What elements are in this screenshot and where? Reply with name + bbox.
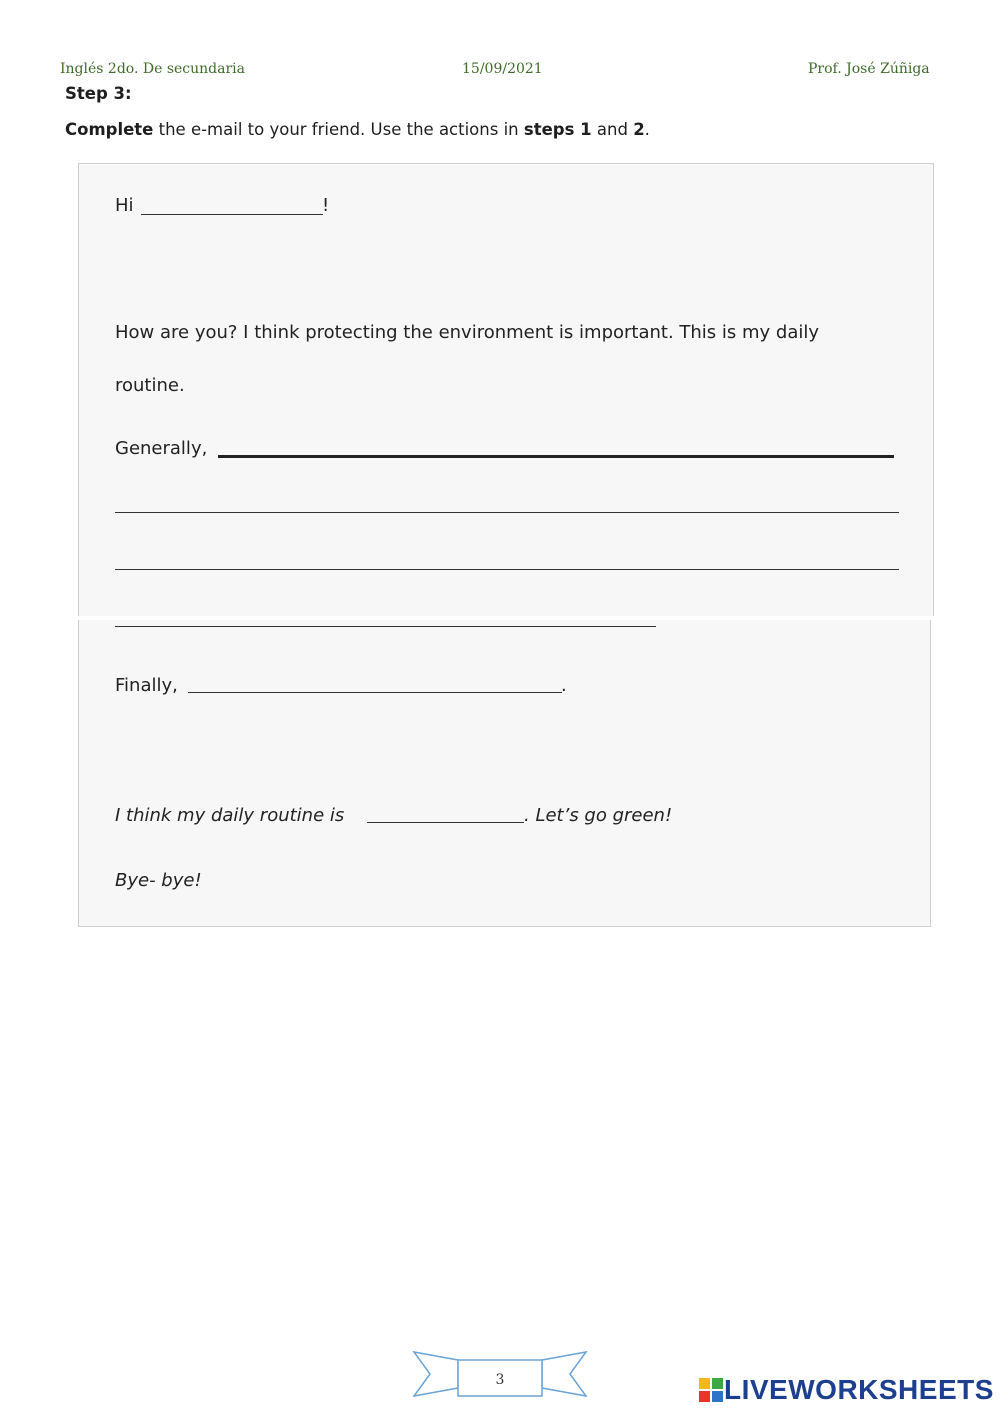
opinion-suffix: . Let’s go green!: [524, 805, 673, 826]
page-number: 3: [495, 1372, 505, 1388]
opinion-prefix: I think my daily routine is: [115, 805, 345, 826]
email-box-top: [78, 163, 934, 616]
greeting-suffix: !: [322, 195, 330, 216]
intro-line-1: How are you? I think protecting the environment is important. This is my daily: [115, 322, 820, 343]
brand-name: LIVEWORKSHEETS: [724, 1374, 994, 1405]
email-box-bottom: [78, 620, 931, 927]
generally-label: Generally,: [115, 438, 208, 459]
instruction: [65, 120, 650, 139]
instruction-text-3: .: [644, 120, 650, 139]
routine-blank-line-2[interactable]: [115, 569, 899, 570]
routine-blank-line-3[interactable]: [115, 626, 656, 627]
finally-blank[interactable]: [188, 692, 562, 693]
greeting-name-blank[interactable]: [141, 214, 323, 215]
greeting-prefix: Hi: [115, 195, 134, 216]
brand-logo[interactable]: [698, 1374, 994, 1406]
opinion-blank[interactable]: [367, 822, 524, 823]
finally-label: Finally,: [115, 675, 178, 696]
liveworksheets-logo-icon: [698, 1377, 724, 1403]
step-title: Step 3:: [65, 84, 132, 103]
closing: Bye- bye!: [115, 870, 202, 891]
instruction-bold-two: 2: [633, 120, 645, 139]
instruction-bold-steps: steps 1: [523, 120, 592, 139]
instruction-bold-complete: Complete: [65, 120, 154, 139]
generally-blank[interactable]: [218, 455, 894, 458]
header-subject: Inglés 2do. De secundaria: [60, 61, 245, 77]
routine-blank-line-1[interactable]: [115, 512, 899, 513]
finally-suffix: .: [561, 675, 567, 696]
instruction-text-2: and: [591, 120, 634, 139]
intro-line-2: routine.: [115, 375, 185, 396]
instruction-text-1: the e-mail to your friend. Use the actions in: [153, 120, 524, 139]
header-date: 15/09/2021: [462, 61, 543, 77]
header-teacher: Prof. José Zúñiga: [808, 61, 930, 77]
